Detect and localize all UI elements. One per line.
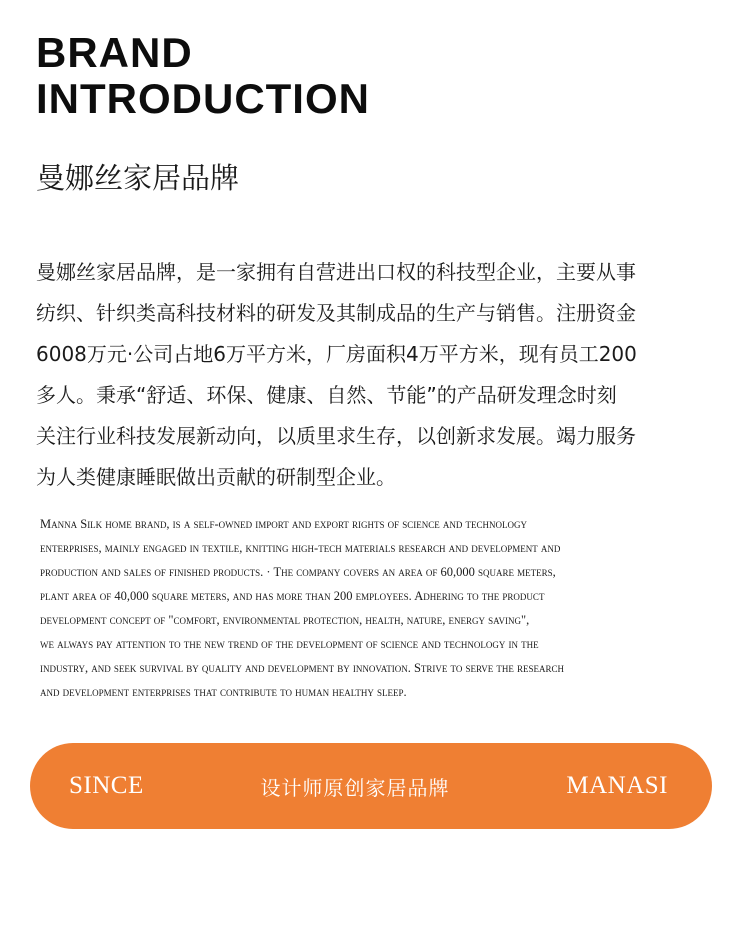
banner-since-label: SINCE: [69, 772, 144, 799]
english-description-line: Manna Silk home brand, is a self-owned import and export rights of science and technology: [40, 517, 528, 531]
banner-brand-name: MANASI: [566, 772, 668, 799]
banner-tagline: 设计师原创家居品牌: [260, 775, 450, 800]
chinese-description: [36, 252, 716, 498]
english-description-line: we always pay attention to the new trend of the development of science and technology in the: [40, 637, 539, 651]
chinese-description-line: 关注行业科技发展新动向，以质里求生存，以创新求发展。竭力服务: [36, 424, 636, 448]
english-description-line: enterprises, mainly engaged in textile, knitting high-tech materials research and development and: [40, 541, 561, 555]
chinese-description-line: 多人。秉承“舒适、环保、健康、自然、节能”的产品研发理念时刻: [36, 383, 617, 407]
chinese-description-line: 为人类健康睡眠做出贡献的研制型企业。: [36, 465, 396, 489]
heading-line-brand: BRAND: [36, 29, 193, 76]
chinese-description-line: 曼娜丝家居品牌，是一家拥有自营进出口权的科技型企业，主要从事: [36, 260, 636, 284]
english-description-line: production and sales of finished products. · The company covers an area of 60,000 square meters,: [40, 565, 556, 579]
brand-banner: [30, 743, 712, 829]
heading-line-introduction: INTRODUCTION: [36, 75, 370, 122]
english-description-line: development concept of "comfort, environmental protection, health, nature, energy saving",: [40, 613, 530, 627]
english-description-line: plant area of 40,000 square meters, and has more than 200 employees. Adhering to the product: [40, 589, 545, 603]
chinese-description-line: 6008万元·公司占地6万平方米，厂房面积4万平方米，现有员工200: [36, 342, 637, 366]
english-description-line: and development enterprises that contribute to human healthy sleep.: [40, 685, 407, 699]
english-description: [40, 512, 712, 704]
brand-subtitle: 曼娜丝家居品牌: [36, 161, 240, 195]
english-description-line: industry, and seek survival by quality and development by innovation. Strive to serve the research: [40, 661, 565, 675]
chinese-description-line: 纺织、针织类高科技材料的研发及其制成品的生产与销售。注册资金: [36, 301, 636, 325]
brand-introduction-heading: [36, 30, 370, 122]
